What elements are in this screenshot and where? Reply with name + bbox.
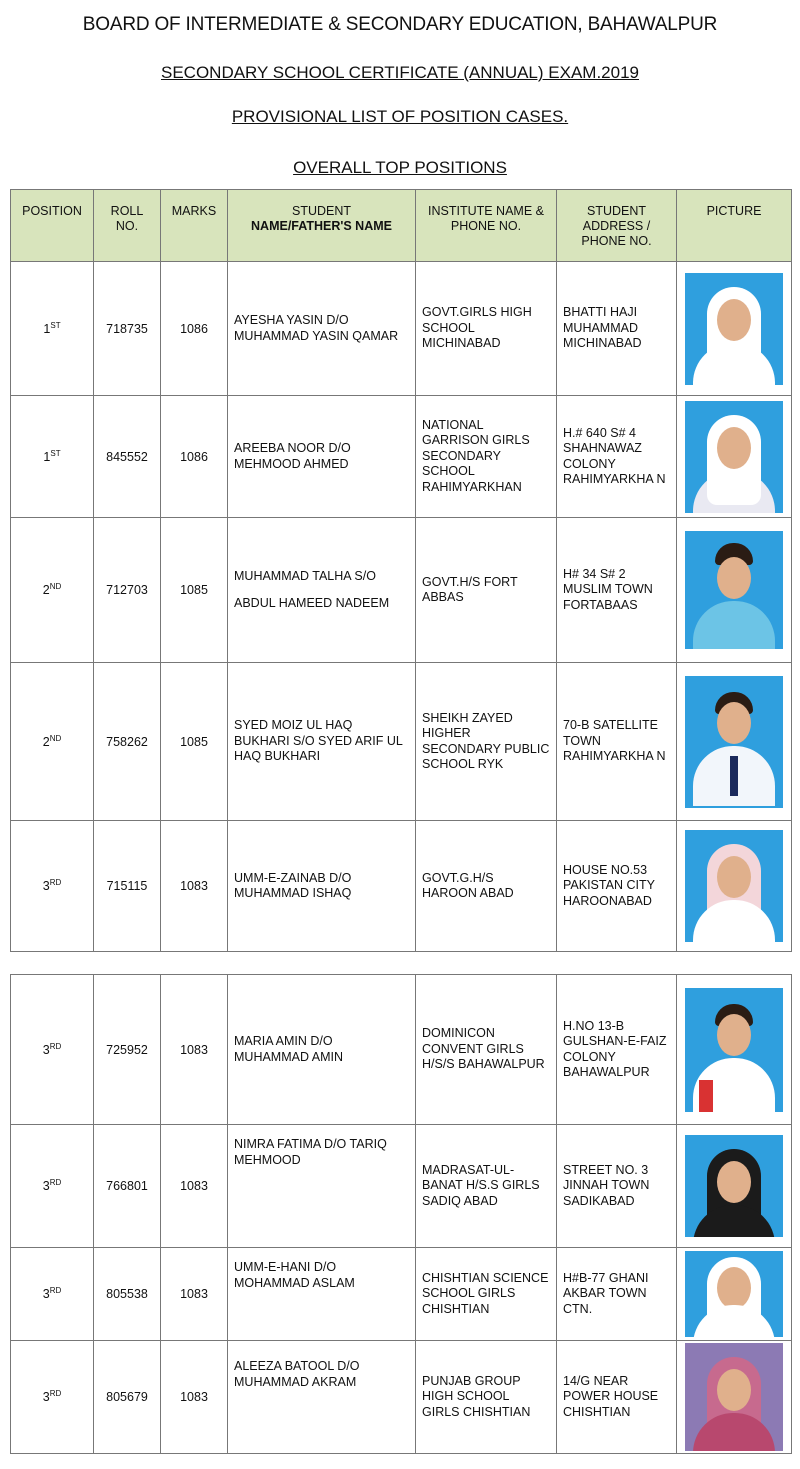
student-name-cell: NIMRA FATIMA D/O TARIQ MEHMOOD <box>228 1125 416 1248</box>
col-position: POSITION <box>11 190 94 262</box>
roll-cell: 758262 <box>94 663 161 821</box>
col-student-sub: NAME/FATHER'S NAME <box>251 219 392 233</box>
position-suffix: ST <box>50 320 61 330</box>
positions-table-top <box>10 189 792 952</box>
marks-cell: 1083 <box>161 975 228 1125</box>
position-number: 3 <box>42 1287 50 1301</box>
table-row <box>11 396 792 518</box>
student-name-cell: ALEEZA BATOOL D/O MUHAMMAD AKRAM <box>228 1341 416 1454</box>
roll-cell: 718735 <box>94 262 161 396</box>
position-number: 3 <box>42 1390 50 1404</box>
table-row <box>11 975 792 1125</box>
position-cell <box>11 1341 94 1454</box>
position-suffix: ND <box>49 733 62 743</box>
address-cell: H.# 640 S# 4 SHAHNAWAZ COLONY RAHIMYARKHA N <box>557 396 677 518</box>
student-name: MUHAMMAD TALHA S/O <box>234 568 376 583</box>
picture-cell <box>677 821 792 952</box>
position-suffix: RD <box>49 1041 62 1051</box>
position-number: 2 <box>42 583 50 597</box>
exam-title: SECONDARY SCHOOL CERTIFICATE (ANNUAL) EXAM.2019 <box>160 63 639 82</box>
marks-cell: 1086 <box>161 262 228 396</box>
col-student-label: STUDENT <box>291 204 352 218</box>
position-number: 1 <box>43 321 51 336</box>
position-cell <box>11 1125 94 1248</box>
position-suffix: RD <box>49 1388 62 1398</box>
student-photo <box>685 273 783 385</box>
table-row <box>11 518 792 663</box>
position-cell <box>11 975 94 1125</box>
position-suffix: ST <box>50 448 61 458</box>
roll-cell: 712703 <box>94 518 161 663</box>
position-suffix: RD <box>49 1177 62 1187</box>
table-row <box>11 262 792 396</box>
institute-cell: CHISHTIAN SCIENCE SCHOOL GIRLS CHISHTIAN <box>416 1248 557 1341</box>
student-photo <box>685 830 783 942</box>
picture-cell <box>677 396 792 518</box>
board-title: BOARD OF INTERMEDIATE & SECONDARY EDUCATION, BAHAWALPUR <box>82 14 718 35</box>
student-photo <box>685 676 783 808</box>
student-name-cell: AYESHA YASIN D/O MUHAMMAD YASIN QAMAR <box>228 262 416 396</box>
col-picture: PICTURE <box>677 190 792 262</box>
picture-cell <box>677 1341 792 1454</box>
col-roll: ROLL NO. <box>94 190 161 262</box>
col-marks: MARKS <box>161 190 228 262</box>
institute-cell: GOVT.G.H/S HAROON ABAD <box>416 821 557 952</box>
position-number: 1 <box>43 449 51 464</box>
address-cell: H#B-77 GHANI AKBAR TOWN CTN. <box>557 1248 677 1341</box>
col-student <box>228 190 416 262</box>
student-photo <box>685 1135 783 1237</box>
table-row <box>11 1248 792 1341</box>
marks-cell: 1085 <box>161 663 228 821</box>
student-name-cell: MARIA AMIN D/O MUHAMMAD AMIN <box>228 975 416 1125</box>
marks-cell: 1083 <box>161 1341 228 1454</box>
section-title: OVERALL TOP POSITIONS <box>293 158 507 177</box>
institute-cell: GOVT.H/S FORT ABBAS <box>416 518 557 663</box>
position-number: 3 <box>42 879 50 893</box>
position-cell <box>11 821 94 952</box>
student-photo <box>685 531 783 649</box>
institute-cell: PUNJAB GROUP HIGH SCHOOL GIRLS CHISHTIAN <box>416 1341 557 1454</box>
position-cell <box>11 396 94 518</box>
table-row <box>11 821 792 952</box>
picture-cell <box>677 663 792 821</box>
picture-cell <box>677 518 792 663</box>
picture-cell <box>677 1248 792 1341</box>
address-cell: 70-B SATELLITE TOWN RAHIMYARKHA N <box>557 663 677 821</box>
student-photo <box>685 1343 783 1451</box>
marks-cell: 1085 <box>161 518 228 663</box>
col-institute: INSTITUTE NAME & PHONE NO. <box>416 190 557 262</box>
student-name-cell <box>228 518 416 663</box>
roll-cell: 715115 <box>94 821 161 952</box>
student-name-cell: AREEBA NOOR D/O MEHMOOD AHMED <box>228 396 416 518</box>
table-row <box>11 1341 792 1454</box>
address-cell: BHATTI HAJI MUHAMMAD MICHINABAD <box>557 262 677 396</box>
picture-cell <box>677 262 792 396</box>
student-photo <box>685 988 783 1112</box>
institute-cell: MADRASAT-UL-BANAT H/S.S GIRLS SADIQ ABAD <box>416 1125 557 1248</box>
father-name: ABDUL HAMEED NADEEM <box>234 596 390 610</box>
position-number: 3 <box>42 1042 50 1057</box>
marks-cell: 1083 <box>161 821 228 952</box>
position-cell <box>11 1248 94 1341</box>
position-cell <box>11 663 94 821</box>
address-cell: H.NO 13-B GULSHAN-E-FAIZ COLONY BAHAWALPUR <box>557 975 677 1125</box>
marks-cell: 1086 <box>161 396 228 518</box>
position-suffix: RD <box>49 877 62 887</box>
position-cell <box>11 518 94 663</box>
position-suffix: ND <box>49 581 62 591</box>
roll-cell: 845552 <box>94 396 161 518</box>
marks-cell: 1083 <box>161 1125 228 1248</box>
institute-cell: NATIONAL GARRISON GIRLS SECONDARY SCHOOL RAHIMYARKHAN <box>416 396 557 518</box>
student-name-cell: UMM-E-ZAINAB D/O MUHAMMAD ISHAQ <box>228 821 416 952</box>
table-header-row <box>11 190 792 262</box>
address-cell: HOUSE NO.53 PAKISTAN CITY HAROONABAD <box>557 821 677 952</box>
student-photo <box>685 401 783 513</box>
institute-cell: SHEIKH ZAYED HIGHER SECONDARY PUBLIC SCHOOL RYK <box>416 663 557 821</box>
student-name-cell: SYED MOIZ UL HAQ BUKHARI S/O SYED ARIF UL HAQ BUKHARI <box>228 663 416 821</box>
address-cell: 14/G NEAR POWER HOUSE CHISHTIAN <box>557 1341 677 1454</box>
picture-cell <box>677 975 792 1125</box>
table-row <box>11 663 792 821</box>
table-row <box>11 1125 792 1248</box>
address-cell: STREET NO. 3 JINNAH TOWN SADIKABAD <box>557 1125 677 1248</box>
position-number: 3 <box>42 1179 50 1193</box>
picture-cell <box>677 1125 792 1248</box>
institute-cell: DOMINICON CONVENT GIRLS H/S/S BAHAWALPUR <box>416 975 557 1125</box>
student-photo <box>685 1251 783 1337</box>
roll-cell: 766801 <box>94 1125 161 1248</box>
position-suffix: RD <box>49 1285 62 1295</box>
list-title: PROVISIONAL LIST OF POSITION CASES. <box>231 107 569 126</box>
roll-cell: 805538 <box>94 1248 161 1341</box>
position-cell <box>11 262 94 396</box>
student-name-cell: UMM-E-HANI D/O MOHAMMAD ASLAM <box>228 1248 416 1341</box>
col-address: STUDENT ADDRESS / PHONE NO. <box>557 190 677 262</box>
address-cell: H# 34 S# 2 MUSLIM TOWN FORTABAAS <box>557 518 677 663</box>
roll-cell: 725952 <box>94 975 161 1125</box>
position-number: 2 <box>42 734 50 749</box>
positions-table-bottom <box>10 974 792 1454</box>
institute-cell: GOVT.GIRLS HIGH SCHOOL MICHINABAD <box>416 262 557 396</box>
marks-cell: 1083 <box>161 1248 228 1341</box>
roll-cell: 805679 <box>94 1341 161 1454</box>
